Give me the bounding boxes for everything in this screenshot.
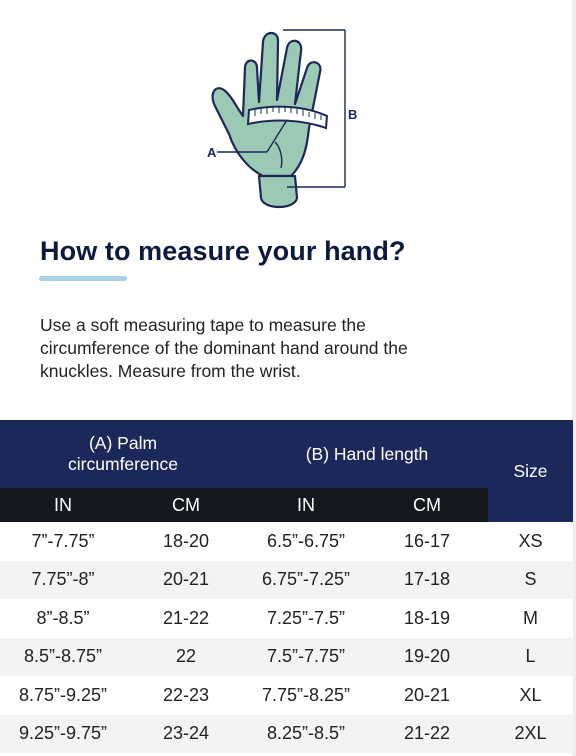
size-header: Size <box>488 420 573 522</box>
palm-cm-cell: 22-23 <box>126 676 246 715</box>
title-underline <box>39 276 127 281</box>
length-cm-cell: 18-19 <box>366 599 488 638</box>
label-a: A <box>207 145 217 160</box>
unit-header-in: IN <box>0 488 126 522</box>
palm-in-cell: 8.5”-8.75” <box>0 638 126 677</box>
page-title: How to measure your hand? <box>40 236 406 266</box>
palm-cm-cell: 18-20 <box>126 522 246 561</box>
length-in-cell: 8.25”-8.5” <box>246 715 366 754</box>
size-cell: XL <box>488 676 573 715</box>
table-row <box>0 561 573 600</box>
length-cm-cell: 17-18 <box>366 561 488 600</box>
unit-header-cm: CM <box>366 488 488 522</box>
hand-length-header: (B) Hand length <box>246 420 488 488</box>
palm-in-cell: 7.75”-8” <box>0 561 126 600</box>
length-cm-cell: 21-22 <box>366 715 488 754</box>
palm-in-cell: 7”-7.75” <box>0 522 126 561</box>
hand-measure-icon <box>195 24 375 220</box>
size-cell: S <box>488 561 573 600</box>
length-cm-cell: 16-17 <box>366 522 488 561</box>
label-b: B <box>348 107 358 122</box>
palm-cm-cell: 21-22 <box>126 599 246 638</box>
palm-cm-cell: 20-21 <box>126 561 246 600</box>
length-in-cell: 6.75”-7.25” <box>246 561 366 600</box>
length-cm-cell: 20-21 <box>366 676 488 715</box>
table-row <box>0 676 573 715</box>
length-cm-cell: 19-20 <box>366 638 488 677</box>
unit-header-cm: CM <box>126 488 246 522</box>
table-row <box>0 638 573 677</box>
unit-header-in: IN <box>246 488 366 522</box>
table-row <box>0 599 573 638</box>
size-cell: XS <box>488 522 573 561</box>
palm-cm-cell: 23-24 <box>126 715 246 754</box>
length-in-cell: 7.25”-7.5” <box>246 599 366 638</box>
size-cell: 2XL <box>488 715 573 754</box>
size-chart-table <box>0 420 573 753</box>
table-row <box>0 715 573 754</box>
palm-cm-cell: 22 <box>126 638 246 677</box>
table-row <box>0 522 573 561</box>
palm-in-cell: 8”-8.5” <box>0 599 126 638</box>
palm-in-cell: 9.25”-9.75” <box>0 715 126 754</box>
length-in-cell: 7.75”-8.25” <box>246 676 366 715</box>
size-cell: L <box>488 638 573 677</box>
palm-in-cell: 8.75”-9.25” <box>0 676 126 715</box>
length-in-cell: 7.5”-7.75” <box>246 638 366 677</box>
size-cell: M <box>488 599 573 638</box>
measure-description: Use a soft measuring tape to measure the circumference of the dominant hand around the knuckles. Measure from the wrist. <box>40 315 408 381</box>
length-in-cell: 6.5”-6.75” <box>246 522 366 561</box>
palm-circumference-header: (A) Palm circumference <box>0 420 246 488</box>
